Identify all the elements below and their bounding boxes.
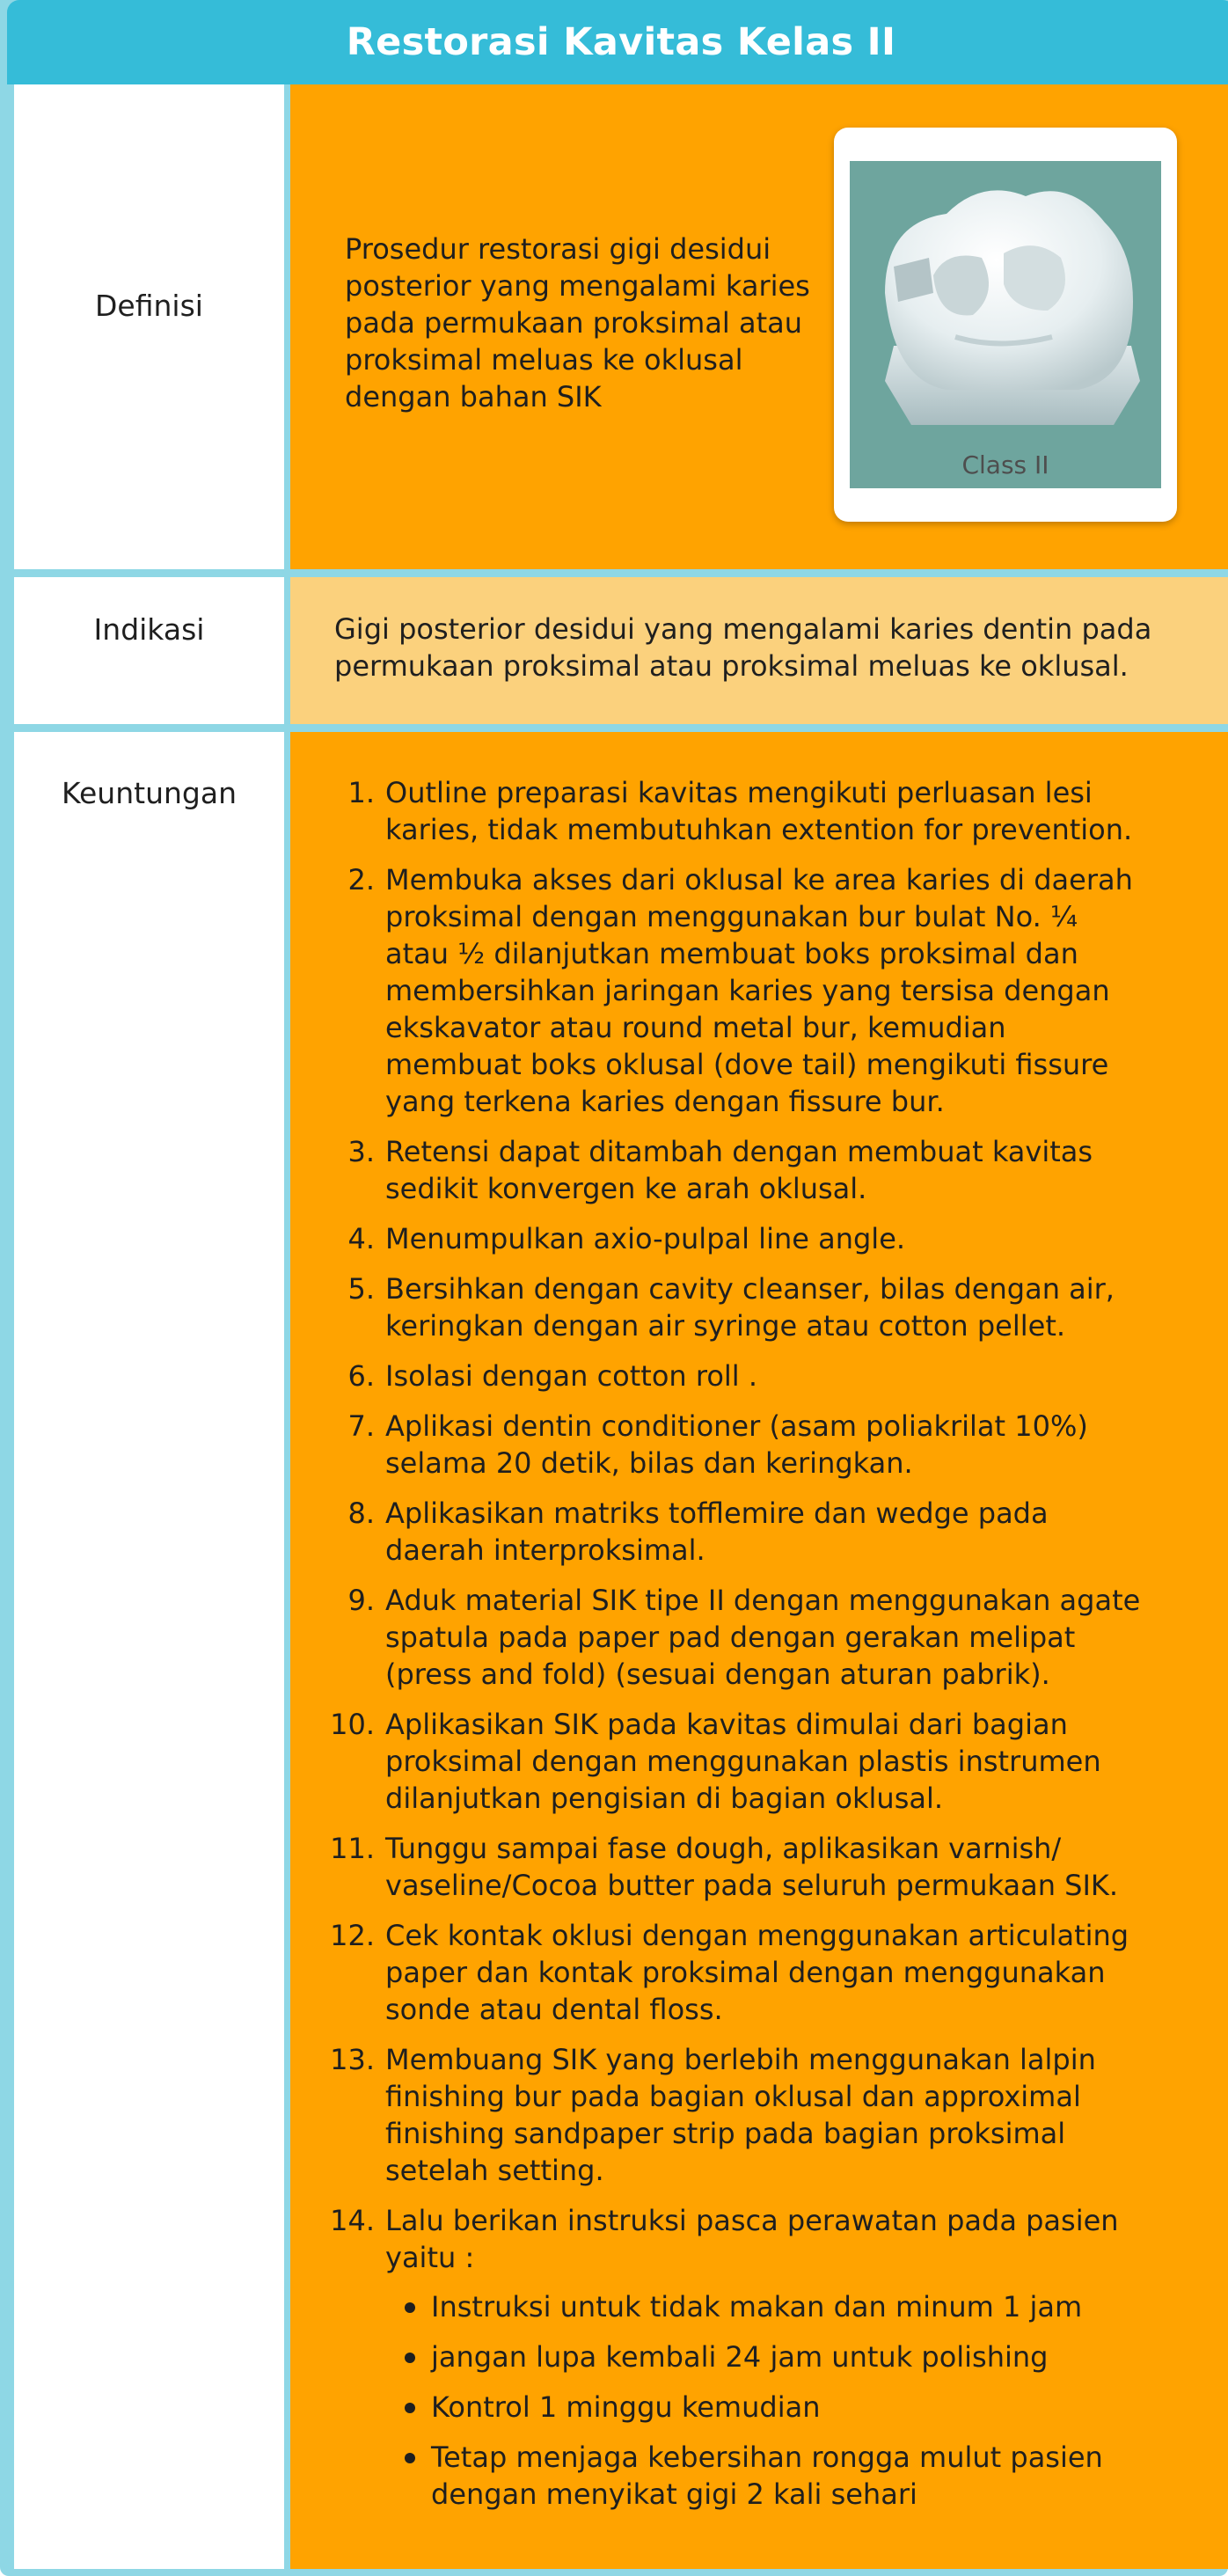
keuntungan-label-cell xyxy=(14,732,284,2569)
image-caption: Class II xyxy=(961,450,1049,479)
definisi-text: Prosedur restorasi gigi desidui posterior yang mengalami karies pada permukaan proksimal atau proksimal meluas ke oklusal dengan bahan SIK xyxy=(345,232,810,413)
class-ii-image-card xyxy=(834,128,1177,522)
tooth-model-illustration xyxy=(850,161,1161,488)
indikasi-label: Indikasi xyxy=(93,612,205,647)
definisi-content-cell xyxy=(290,84,1228,569)
list-item: 1. Outline preparasi kavitas mengikuti perluasan lesi karies, tidak membutuhkan extention for prevention. xyxy=(347,776,1133,846)
bullet-icon xyxy=(405,2453,415,2463)
indikasi-label-cell xyxy=(14,577,284,724)
list-item: 13. Membuang SIK yang berlebih menggunakan lalpin finishing bur pada bagian oklusal dan approximal finishing sandpaper strip pada bagian proksimal setelah setting. xyxy=(330,2043,1096,2187)
list-item: 5. Bersihkan dengan cavity cleanser, bilas dengan air, keringkan dengan air syringe atau cotton pellet. xyxy=(347,1272,1115,1343)
list-item: 8. Aplikasikan matriks tofflemire dan wedge pada daerah interproksimal. xyxy=(347,1497,1049,1567)
instruction-item: Kontrol 1 minggu kemudian xyxy=(385,2389,1142,2426)
list-item: 4. Menumpulkan axio-pulpal line angle. xyxy=(347,1222,906,1255)
bullet-icon xyxy=(405,2403,415,2413)
instruction-item: Instruksi untuk tidak makan dan minum 1 jam xyxy=(385,2288,1142,2325)
list-item: 12. Cek kontak oklusi dengan menggunakan articulating paper dan kontak proksimal dengan menggunakan sonde atau dental floss. xyxy=(330,1919,1129,2026)
list-item: 10. Aplikasikan SIK pada kavitas dimulai dari bagian proksimal dengan menggunakan plastis instrumen dilanjutkan pengisian di bagian oklusal. xyxy=(330,1708,1101,1815)
title-bar xyxy=(7,0,1228,84)
procedure-steps-list xyxy=(297,774,1142,2526)
definisi-label-cell xyxy=(14,84,284,569)
keuntungan-label: Keuntungan xyxy=(62,776,237,810)
class-ii-tooth-image xyxy=(850,161,1161,488)
list-item: 7. Aplikasi dentin conditioner (asam poliakrilat 10%) selama 20 detik, bilas dan keringkan. xyxy=(347,1409,1088,1480)
instruction-item: jangan lupa kembali 24 jam untuk polishing xyxy=(385,2338,1142,2375)
post-treatment-instructions-list xyxy=(385,2288,1142,2513)
indikasi-content-cell xyxy=(290,577,1228,724)
list-item: 2. Membuka akses dari oklusal ke area karies di daerah proksimal dengan menggunakan bur bulat No. ¼ atau ½ dilanjutkan membuat boks proksimal dan membersihkan jaringan karies yang tersisa dengan ekskavator atau round metal bur, kemudian membuat boks oklusal (dove tail) mengikuti fissure yang terkena karies dengan fissure bur. xyxy=(347,863,1133,1118)
bullet-icon xyxy=(405,2302,415,2313)
bullet-icon xyxy=(405,2353,415,2363)
list-item: 9. Aduk material SIK tipe II dengan menggunakan agate spatula pada paper pad dengan gerakan melipat (press and fold) (sesuai dengan aturan pabrik). xyxy=(347,1584,1141,1691)
page-title: Restorasi Kavitas Kelas II xyxy=(346,20,896,64)
list-item: 6. Isolasi dengan cotton roll . xyxy=(347,1359,758,1393)
list-item: 3. Retensi dapat ditambah dengan membuat kavitas sedikit konvergen ke arah oklusal. xyxy=(347,1135,1093,1205)
list-item: 11. Tunggu sampai fase dough, aplikasikan varnish/ vaseline/Cocoa butter pada seluruh permukaan SIK. xyxy=(330,1832,1119,1902)
list-item: 14. Lalu berikan instruksi pasca perawatan pada pasien yaitu : Instruksi untuk tidak makan dan minum 1 jam jangan lupa kembali 24 jam untuk polishing Kontrol 1 minggu kemudian Tetap menjaga kebersihan rongga mulut pasien dengan menyikat gigi 2 kali sehari xyxy=(297,2202,1142,2513)
instruction-item: Tetap menjaga kebersihan rongga mulut pasien dengan menyikat gigi 2 kali sehari xyxy=(385,2439,1142,2513)
indikasi-text: Gigi posterior desidui yang mengalami karies dentin pada permukaan proksimal atau proksimal meluas ke oklusal. xyxy=(334,612,1152,683)
definisi-label: Definisi xyxy=(95,289,203,323)
